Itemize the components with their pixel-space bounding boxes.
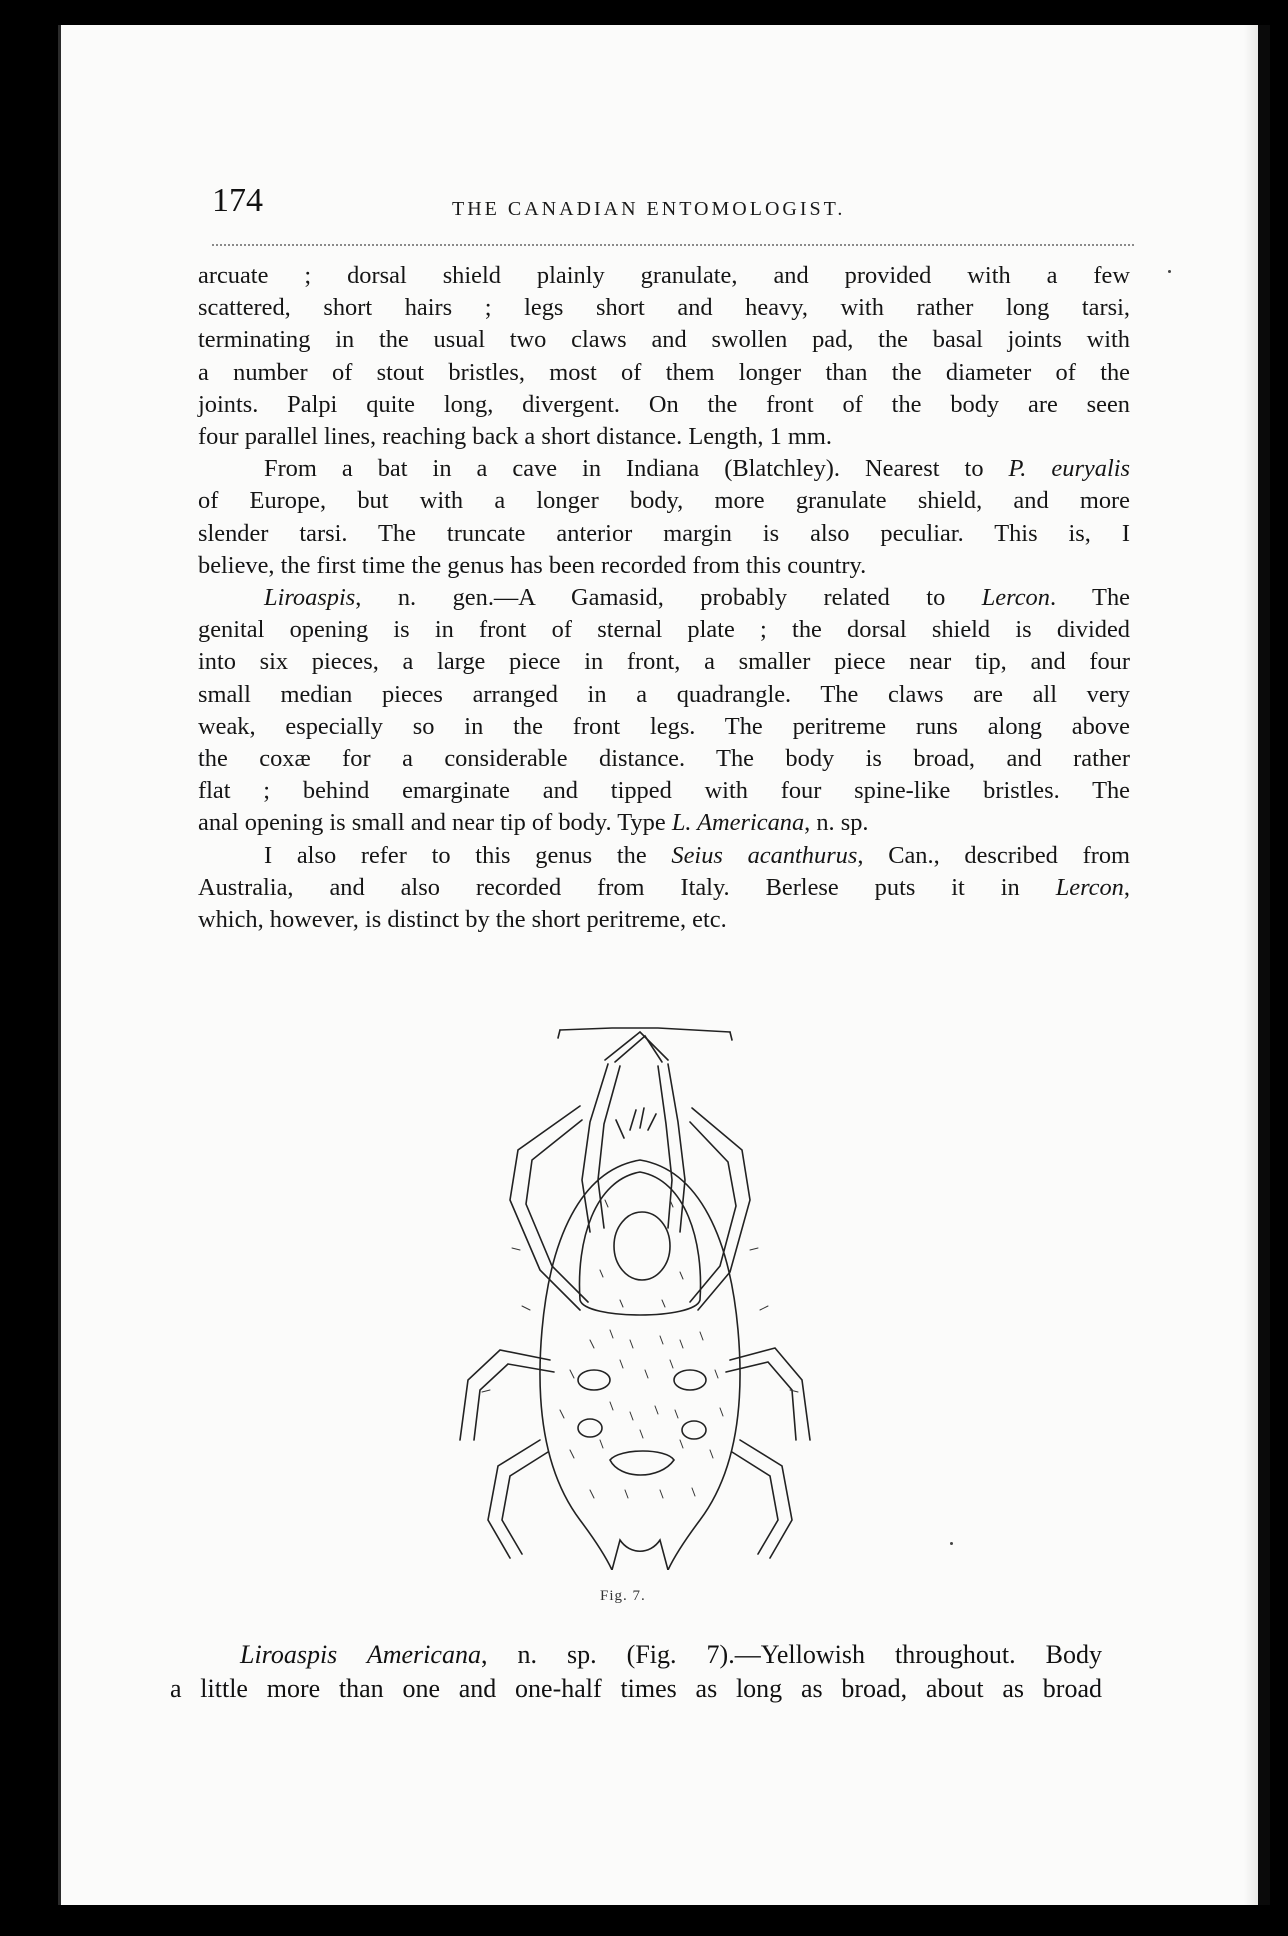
page-right-edge	[1258, 25, 1270, 1905]
text-line: small median pieces arranged in a quadrangle. The claws are all very	[198, 680, 1130, 708]
running-title: THE CANADIAN ENTOMOLOGIST.	[452, 198, 846, 220]
text-line: the coxæ for a considerable distance. The body is broad, and rather	[198, 745, 1130, 773]
speck	[1168, 270, 1171, 273]
text-line: flat ; behind emarginate and tipped with four spine-like bristles. The	[198, 777, 1130, 805]
species-name: L. Americana	[671, 809, 805, 837]
page-number: 174	[212, 182, 263, 219]
body-outline	[540, 1160, 740, 1570]
paragraph-related-species	[198, 840, 1130, 937]
paragraph-genus-description	[198, 582, 1130, 840]
text-line: terminating in the usual two claws and swollen pad, the basal joints with	[198, 326, 1130, 354]
text-line: believe, the first time the genus has been recorded from this country.	[198, 551, 867, 579]
text-line: four parallel lines, reaching back a short distance. Length, 1 mm.	[198, 423, 832, 451]
median-piece	[682, 1421, 706, 1439]
text-line: slender tarsi. The truncate anterior margin is also peculiar. This is, I	[198, 519, 1130, 547]
body-text	[198, 260, 1130, 936]
text-line: I also refer to this genus the Seius acanthurus, Can., described from	[264, 841, 1130, 869]
text-line: Australia, and also recorded from Italy. Berlese puts it in Lercon,	[198, 873, 1130, 901]
shield-spot	[614, 1212, 670, 1280]
speck	[950, 1542, 953, 1545]
page-left-edge	[58, 25, 61, 1905]
genus-name: Lercon	[981, 584, 1050, 612]
genus-name: Lercon	[1055, 873, 1124, 901]
text-line: From a bat in a cave in Indiana (Blatchley). Nearest to P. euryalis	[264, 455, 1130, 483]
leg-front-left	[582, 1064, 608, 1232]
figure-caption: Fig. 7.	[600, 1588, 646, 1604]
species-name: P. euryalis	[1008, 455, 1130, 483]
paragraph-description-continued	[198, 260, 1130, 453]
mite-illustration	[430, 1010, 850, 1570]
leg-second-left	[510, 1106, 580, 1310]
palp-bar	[560, 1028, 730, 1032]
median-piece	[674, 1370, 706, 1390]
text-line: of Europe, but with a longer body, more granulate shield, and more	[198, 487, 1130, 515]
text-line: genital opening is in front of sternal plate ; the dorsal shield is divided	[198, 616, 1130, 644]
median-piece	[578, 1419, 602, 1437]
text-line: scattered, short hairs ; legs short and heavy, with rather long tarsi,	[198, 294, 1130, 322]
leg-third-right	[730, 1348, 810, 1440]
text-line: anal opening is small and near tip of body. Type L. Americana, n. sp.	[198, 809, 869, 837]
anterior-shield	[579, 1172, 700, 1315]
genus-name: Liroaspis	[264, 584, 356, 612]
text-line: joints. Palpi quite long, divergent. On the front of the body are seen	[198, 390, 1130, 418]
text-line: weak, especially so in the front legs. The peritreme runs along above	[198, 712, 1130, 740]
page-fold-shadow	[1244, 25, 1258, 1905]
text-line: arcuate ; dorsal shield plainly granulate, and provided with a few	[198, 262, 1130, 289]
species-name: Liroaspis Americana	[240, 1640, 481, 1669]
posterior-piece	[610, 1451, 674, 1475]
page-header	[212, 182, 1130, 232]
text-line: Liroaspis, n. gen.—A Gamasid, probably related to Lercon. The	[264, 584, 1130, 612]
text-line: into six pieces, a large piece in front, a smaller piece near tip, and four	[198, 648, 1130, 676]
text-line: a number of stout bristles, most of them longer than the diameter of the	[198, 358, 1130, 386]
text-line: Liroaspis Americana, n. sp. (Fig. 7).—Yellowish throughout. Body	[240, 1640, 1102, 1669]
leg-third-left	[460, 1350, 550, 1440]
mite-drawing	[430, 1010, 850, 1570]
median-piece	[578, 1370, 610, 1390]
species-description	[170, 1638, 1102, 1706]
text-line: a little more than one and one-half times as long as broad, about as broad	[170, 1674, 1102, 1703]
paragraph-locality	[198, 453, 1130, 582]
text-line: which, however, is distinct by the short peritreme, etc.	[198, 906, 727, 934]
species-name: Seius acanthurus	[671, 841, 858, 869]
header-rule	[212, 244, 1134, 246]
